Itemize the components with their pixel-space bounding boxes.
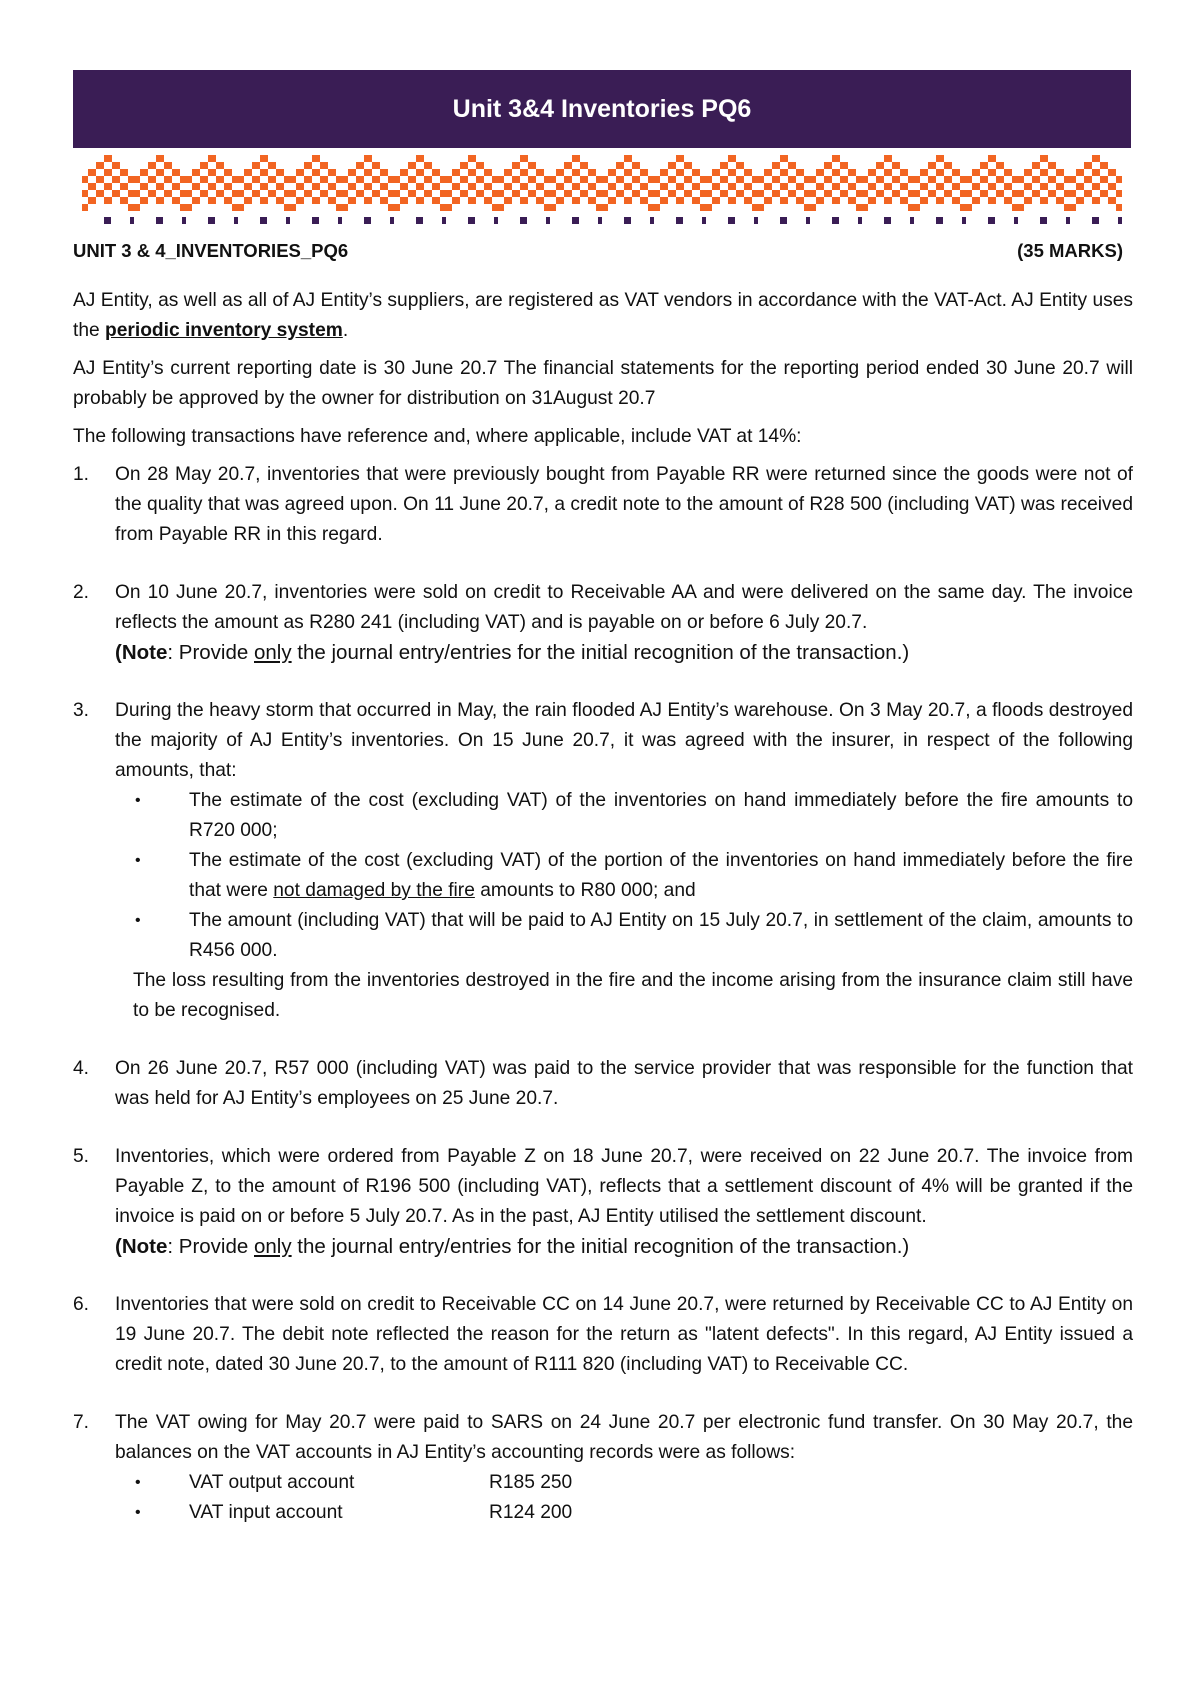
item-text: Inventories, which were ordered from Payable Z on 18 June 20.7, were received on 22 June 20.7. The invoice from Payable Z, to the amount of R196 500 (including VAT), reflects that a settlement discount of 4% will be granted if the invoice is paid on or before 5 July 20.7. As in the past, AJ Entity utilised the settlement discount. [115, 1146, 1133, 1227]
list-item [73, 1290, 1133, 1380]
note-text-b: the journal entry/entries for the initial recognition of the transaction.) [291, 641, 910, 664]
document-body [73, 236, 1133, 1556]
vat-account-value: R124 200 [489, 1502, 573, 1523]
item-number: 7. [73, 1412, 90, 1433]
bullet-item: • The estimate of the cost (excluding VAT) of the inventories on hand immediately before the fire amounts to R720 000; [115, 786, 1133, 846]
unit-marks: (35 MARKS) [1017, 240, 1123, 261]
periodic-inventory-term: periodic inventory system [105, 320, 343, 341]
item-number: 3. [73, 700, 90, 721]
note-paren: ( [115, 641, 122, 664]
note-paren: ( [115, 1235, 122, 1258]
page-title: Unit 3&4 Inventories PQ6 [452, 94, 752, 123]
item-text: The VAT owing for May 20.7 were paid to SARS on 24 June 20.7 per electronic fund transfer. On 30 May 20.7, the balances on the VAT accounts in AJ Entity’s accounting records were as follows: [115, 1412, 1133, 1463]
note-text-b: the journal entry/entries for the initial recognition of the transaction.) [291, 1235, 910, 1258]
list-item [73, 696, 1133, 1026]
note-only: only [254, 641, 292, 664]
note-line [115, 1232, 1133, 1262]
bullet-text: amounts to R80 000; and [474, 880, 696, 901]
note-only: only [254, 1235, 292, 1258]
vat-account-label: • VAT input account [189, 1502, 343, 1523]
item-text: On 28 May 20.7, inventories that were previously bought from Payable RR were returned since the goods were not of the quality that was agreed upon. On 11 June 20.7, a credit note to the amount of R28 500 (including VAT) was received from Payable RR in this regard. [115, 464, 1133, 545]
decorative-pattern [82, 155, 1122, 227]
intro-text: AJ Entity, as well as all of AJ Entity’s suppliers, are registered as VAT vendors in accordance with the VAT-Act. AJ Entity uses the [73, 290, 1133, 341]
item-number: 6. [73, 1294, 90, 1315]
unit-code: UNIT 3 & 4_INVENTORIES_PQ6 [73, 240, 349, 261]
intro-paragraph-2: AJ Entity’s current reporting date is 30 June 20.7 The financial statements for the reporting period ended 30 June 20.7 will probably be approved by the owner for distribution on 31August 20.7 [73, 358, 1133, 409]
bullet-item: • The amount (including VAT) that will be paid to AJ Entity on 15 July 20.7, in settlement of the claim, amounts to R456 000. [115, 906, 1133, 966]
intro-paragraph-3: The following transactions have reference and, where applicable, include VAT at 14%: [73, 426, 802, 447]
vat-row [115, 1498, 1133, 1528]
list-item [73, 578, 1133, 668]
note-text-a: : Provide [167, 1235, 254, 1258]
note-label: Note [121, 641, 168, 664]
item-text: During the heavy storm that occurred in May, the rain flooded AJ Entity’s warehouse. On 3 May 20.7, a floods destroyed the majority of AJ Entity’s inventories. On 15 June 20.7, it was agreed with the insurer, in respect of the following amounts, that: [115, 700, 1133, 781]
item-number: 2. [73, 582, 90, 603]
vat-account-value: R185 250 [489, 1472, 573, 1493]
note-label: Note [121, 1235, 168, 1258]
unit-heading [73, 236, 1133, 266]
vat-row [115, 1468, 1133, 1498]
transaction-list [73, 460, 1133, 1528]
bullet-item [115, 846, 1133, 906]
item-text: On 10 June 20.7, inventories were sold on credit to Receivable AA and were delivered on the same day. The invoice reflects the amount as R280 241 (including VAT) and is payable on or before 6 July 20.7. [115, 582, 1133, 633]
item-number: 4. [73, 1058, 90, 1079]
item-text: Inventories that were sold on credit to Receivable CC on 14 June 20.7, were returned by Receivable CC to AJ Entity on 19 June 20.7. The debit note reflected the reason for the return as "latent defects". In this regard, AJ Entity issued a credit note, dated 30 June 20.7, to the amount of R111 820 (including VAT) to Receivable CC. [115, 1294, 1133, 1375]
item-text: On 26 June 20.7, R57 000 (including VAT) was paid to the service provider that was responsible for the function that was held for AJ Entity’s employees on 25 June 20.7. [115, 1058, 1133, 1109]
vat-balances-list [115, 1468, 1133, 1528]
underlined-text: not damaged by the fire [273, 880, 475, 901]
bullet-text: The estimate of the cost (excluding VAT) of the portion of the inventories on hand immediately before the fire that were [189, 850, 1133, 901]
intro-paragraph-1 [73, 286, 1133, 346]
note-line [115, 638, 1133, 668]
title-banner [73, 70, 1131, 148]
item-followup-text: The loss resulting from the inventories destroyed in the fire and the income arising from the insurance claim still have to be recognised. [133, 970, 1133, 1021]
item-number: 1. [73, 464, 90, 485]
vat-account-label: • VAT output account [189, 1472, 355, 1493]
list-item [73, 1054, 1133, 1114]
list-item [73, 460, 1133, 550]
item-number: 5. [73, 1146, 90, 1167]
list-item [73, 1142, 1133, 1262]
list-item [73, 1408, 1133, 1528]
bullet-list [115, 786, 1133, 966]
intro-period: . [342, 320, 349, 341]
note-text-a: : Provide [167, 641, 254, 664]
